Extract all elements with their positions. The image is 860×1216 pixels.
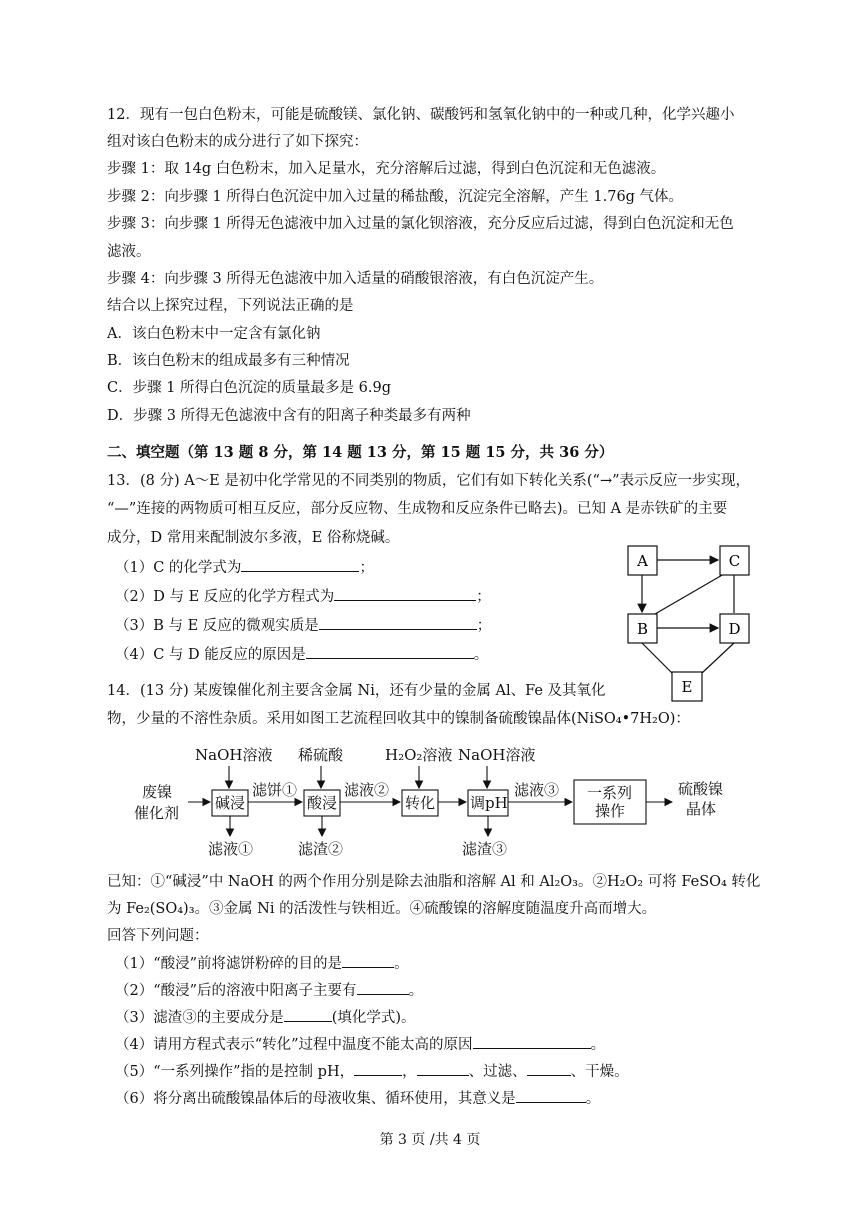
output-residue-3: 滤渣③	[462, 840, 508, 858]
q14-known-1: 已知：①“碱浸”中 NaOH 的两个作用分别是除去油脂和溶解 Al 和 Al₂O₃。②H₂O₂ 可将 FeSO₄ 转化	[107, 874, 761, 890]
q12-step-3: 步骤 3：向步骤 1 所得无色滤液中加入过量的氯化钡溶液，充分反应后过滤，得到白色沉淀和无色	[107, 216, 734, 232]
q13-sub-4	[115, 644, 488, 665]
q14-sub-1	[115, 953, 409, 974]
q13-sub-2-text: （2）D 与 E 反应的化学方程式为	[115, 589, 335, 605]
q12-step-4: 步骤 4：向步骤 3 所得无色滤液中加入适量的硝酸银溶液，有白色沉淀产生。	[107, 271, 604, 287]
node-a-label: A	[637, 552, 648, 570]
q13-relation-diagram	[620, 538, 760, 708]
node-b-label: B	[636, 620, 649, 638]
box-series-operations-line2: 操作	[595, 802, 626, 820]
q14-sub-1-end: 。	[394, 956, 409, 972]
link-b-e	[642, 643, 672, 673]
answer-blank[interactable]	[354, 1061, 402, 1076]
answer-blank[interactable]	[473, 1034, 591, 1049]
page-footer: 第 3 页 /共 4 页	[379, 1132, 481, 1148]
q13-sub-1-end: ；	[359, 560, 374, 576]
q14-sub-6	[115, 1088, 600, 1109]
answer-blank[interactable]	[516, 1088, 586, 1103]
q14-sub-5-end: 、干燥。	[570, 1064, 629, 1080]
q14-line-2: 物，少量的不溶性杂质。采用如图工艺流程回收其中的镍制备硫酸镍晶体(NiSO₄•7H₂O)：	[107, 711, 690, 727]
q12-prompt: 结合以上探究过程，下列说法正确的是	[107, 298, 354, 314]
box-series-operations-line1: 一系列	[587, 784, 633, 802]
q14-sub-2	[115, 980, 423, 1001]
q13-sub-3	[115, 615, 491, 636]
q12-step-3-cont: 滤液。	[107, 244, 151, 260]
q13-sub-1-text: （1）C 的化学式为	[115, 560, 242, 576]
q14-sub-5-text: （5）“一系列操作”指的是控制 pH，	[115, 1064, 355, 1080]
q12-option-b: B．该白色粉末的组成最多有三种情况	[107, 353, 350, 369]
q13-sub-1	[115, 557, 374, 578]
q14-sub-3	[115, 1007, 416, 1028]
q12-step-1: 步骤 1：取 14g 白色粉末，加入足量水，充分溶解后过滤，得到白色沉淀和无色滤液。	[107, 161, 666, 177]
link-label-filtrate-2: 滤液②	[344, 781, 390, 799]
q12-line-1: 12．现有一包白色粉末，可能是硫酸镁、氯化钠、碳酸钙和氢氧化钠中的一种或几种，化学兴趣小	[107, 107, 735, 123]
q12-step-2: 步骤 2：向步骤 1 所得白色沉淀中加入过量的稀盐酸，沉淀完全溶解，产生 1.76g 气体。	[107, 189, 684, 205]
q14-sub-3-end: (填化学式)。	[331, 1010, 416, 1026]
answer-blank[interactable]	[319, 615, 477, 630]
q14-sub-5-sep1: ，	[402, 1064, 417, 1080]
link-label-filtrate-3: 滤液③	[514, 781, 560, 799]
q13-sub-2	[115, 586, 491, 607]
answer-blank[interactable]	[241, 557, 359, 572]
reagent-h2o2: H₂O₂溶液	[385, 746, 453, 764]
q13-sub-4-end: 。	[473, 647, 489, 663]
q14-sub-2-text: （2）“酸浸”后的溶液中阳离子主要有	[115, 983, 357, 999]
q13-line-2: “—”连接的两物质可相互反应，部分反应物、生成物和反应条件已略去)。已知 A 是赤铁矿的主要	[107, 501, 728, 517]
q13-sub-3-text: （3）B 与 E 反应的微观实质是	[115, 618, 319, 634]
link-c-b	[655, 574, 724, 614]
reagent-naoh-1: NaOH溶液	[195, 746, 273, 764]
reagent-dilute-h2so4: 稀硫酸	[298, 746, 344, 764]
box-adjust-ph-label: 调pH	[470, 794, 508, 812]
link-label-filter-cake: 滤饼①	[252, 781, 298, 799]
q14-process-flow	[120, 738, 760, 868]
start-label-2: 催化剂	[134, 804, 180, 822]
answer-blank[interactable]	[342, 953, 394, 968]
node-c-label: C	[728, 552, 741, 570]
q12-option-d: D．步骤 3 所得无色滤液中含有的阳离子种类最多有两种	[107, 408, 471, 424]
q14-answer-intro: 回答下列问题：	[107, 928, 209, 944]
product-label-1: 硫酸镍	[678, 780, 724, 798]
q12-line-2: 组对该白色粉末的成分进行了如下探究：	[107, 134, 368, 150]
section-heading: 二、填空题（第 13 题 8 分，第 14 题 13 分，第 15 题 15 分，共 36 分）	[107, 444, 614, 461]
q12-option-c: C．步骤 1 所得白色沉淀的质量最多是 6.9g	[107, 380, 391, 396]
q14-sub-6-text: （6）将分离出硫酸镍晶体后的母液收集、循环使用，其意义是	[115, 1091, 516, 1107]
q14-sub-4-text: （4）请用方程式表示“转化”过程中温度不能太高的原因	[115, 1037, 473, 1053]
node-d-label: D	[728, 620, 741, 638]
q14-sub-6-end: 。	[585, 1091, 601, 1107]
answer-blank[interactable]	[417, 1061, 469, 1076]
answer-blank[interactable]	[527, 1061, 571, 1076]
q14-sub-2-end: 。	[408, 983, 424, 999]
q14-line-1: 14．(13 分) 某废镍催化剂主要含金属 Ni，还有少量的金属 Al、Fe 及其氧化	[107, 683, 606, 699]
box-acid-leach-label: 酸浸	[307, 794, 338, 812]
q13-line-1: 13．(8 分) A～E 是初中化学常见的不同类别的物质，它们有如下转化关系(“→”表示反应一步实现，	[107, 473, 751, 489]
link-d-e	[702, 643, 734, 673]
q13-sub-2-end: ；	[476, 589, 491, 605]
box-alkali-leach-label: 碱浸	[215, 794, 246, 812]
q14-sub-4-end: 。	[590, 1037, 606, 1053]
reagent-naoh-2: NaOH溶液	[458, 746, 536, 764]
q14-known-2: 为 Fe₂(SO₄)₃。③金属 Ni 的活泼性与铁相近。④硫酸镍的溶解度随温度升高而增大。	[107, 901, 657, 917]
q13-line-3: 成分，D 常用来配制波尔多液，E 俗称烧碱。	[107, 530, 400, 546]
q13-sub-3-end: ；	[476, 618, 492, 634]
answer-blank[interactable]	[306, 644, 474, 659]
answer-blank[interactable]	[284, 1007, 332, 1022]
q14-sub-1-text: （1）“酸浸”前将滤饼粉碎的目的是	[115, 956, 343, 972]
q14-sub-5-sep2: 、过滤、	[468, 1064, 527, 1080]
q14-sub-5	[115, 1061, 629, 1082]
start-label-1: 废镍	[142, 783, 173, 801]
output-residue-2: 滤渣②	[298, 840, 344, 858]
box-conversion-label: 转化	[405, 794, 436, 812]
q14-sub-4	[115, 1034, 605, 1055]
product-label-2: 晶体	[686, 800, 717, 818]
answer-blank[interactable]	[334, 586, 476, 601]
node-e-label: E	[681, 678, 693, 696]
answer-blank[interactable]	[357, 980, 409, 995]
q12-option-a: A．该白色粉末中一定含有氯化钠	[107, 326, 321, 342]
q13-sub-4-text: （4）C 与 D 能反应的原因是	[115, 647, 306, 663]
q14-sub-3-text: （3）滤渣③的主要成分是	[115, 1010, 284, 1026]
output-filtrate-1: 滤液①	[208, 840, 254, 858]
